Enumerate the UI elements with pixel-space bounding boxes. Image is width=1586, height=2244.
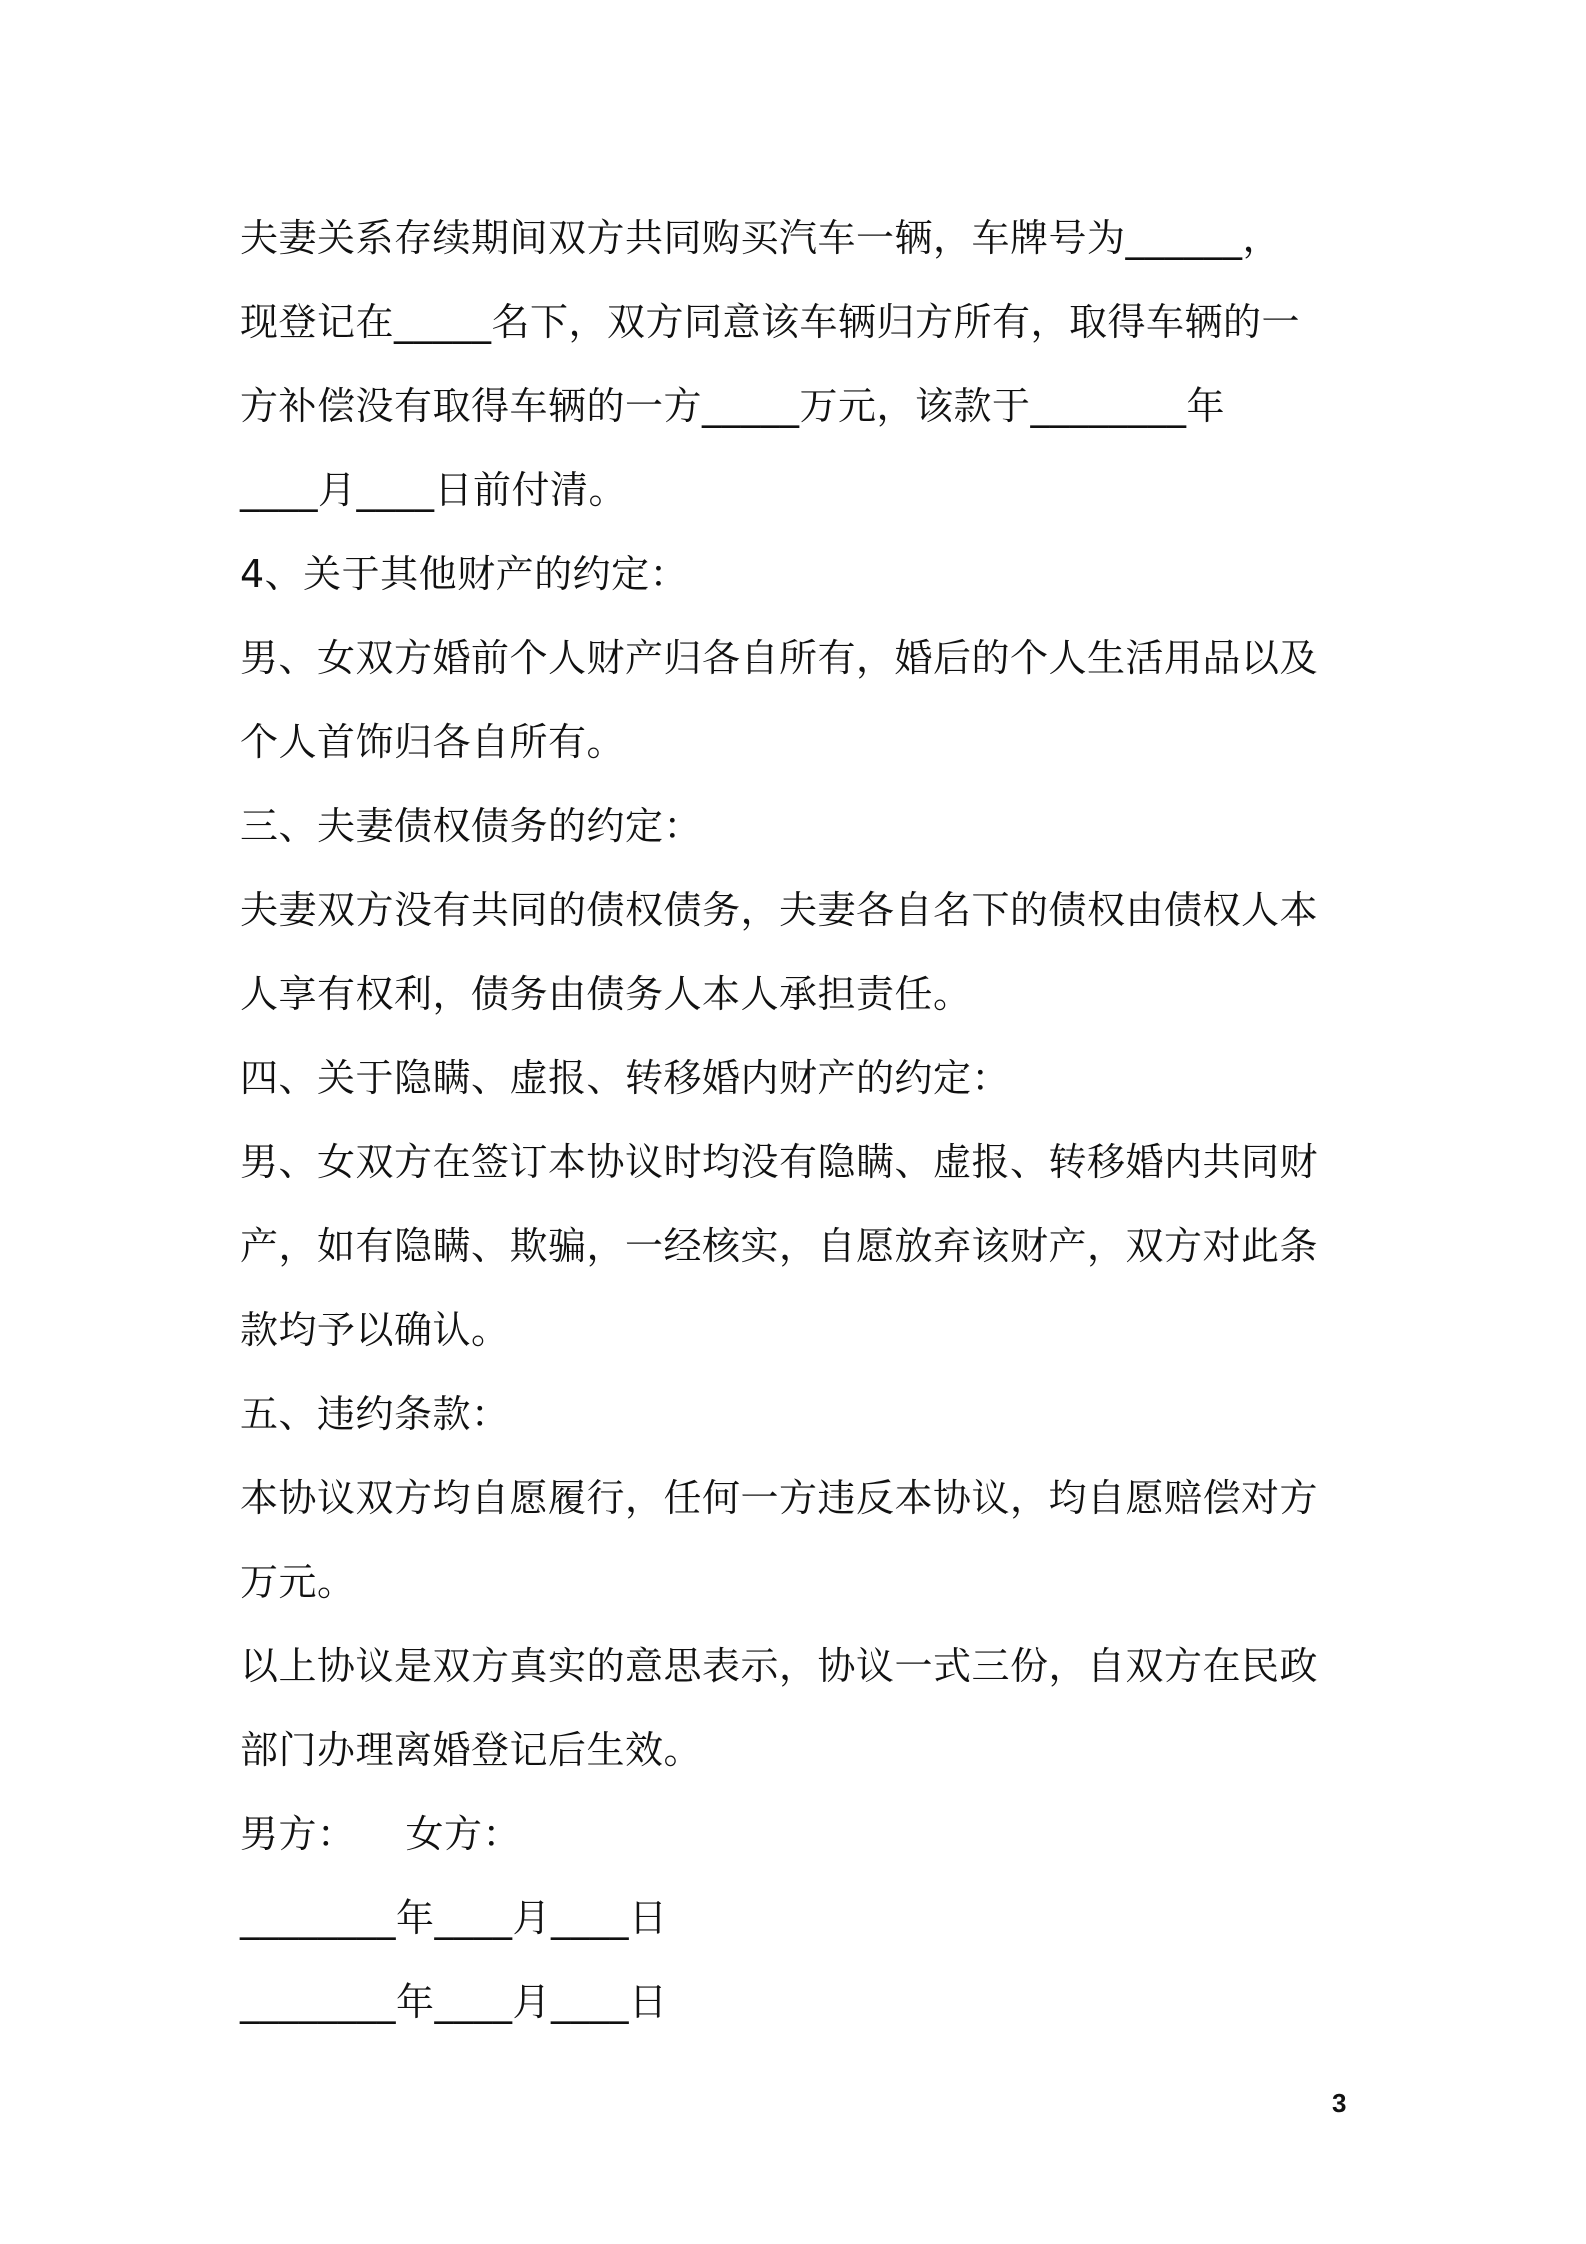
paragraph-line: 夫妻双方没有共同的债权债务，夫妻各自名下的债权由债权人本: [240, 888, 1319, 932]
male-signature-label: 男方：: [240, 1812, 356, 1856]
date-line: ________年____月____日: [240, 1896, 668, 1940]
date-line: ________年____月____日: [240, 1980, 668, 2024]
page-number: 3: [1332, 2088, 1347, 2118]
paragraph-line: 部门办理离婚登记后生效。: [240, 1728, 703, 1772]
paragraph-line: 个人首饰归各自所有。: [240, 720, 626, 764]
paragraph-line: 方补偿没有取得车辆的一方_____万元，该款于________年: [240, 384, 1226, 428]
document-body: [240, 196, 1355, 2044]
paragraph-line: 本协议双方均自愿履行，任何一方违反本协议，均自愿赔偿对方: [240, 1476, 1319, 1520]
paragraph-line: 现登记在_____名下，双方同意该车辆归方所有，取得车辆的一: [240, 300, 1301, 344]
signature-line: [240, 1792, 1355, 1876]
paragraph-line: 以上协议是双方真实的意思表示，协议一式三份，自双方在民政: [240, 1644, 1319, 1688]
section-heading: 四、关于隐瞒、虚报、转移婚内财产的约定：: [240, 1056, 1011, 1100]
female-signature-label: 女方：: [405, 1812, 522, 1856]
section-heading: 三、夫妻债权债务的约定：: [240, 804, 703, 848]
paragraph-line: 男、女双方婚前个人财产归各自所有，婚后的个人生活用品以及: [240, 636, 1319, 680]
paragraph-line: 款均予以确认。: [240, 1308, 510, 1352]
paragraph-line: 人享有权利，债务由债务人本人承担责任。: [240, 972, 972, 1016]
paragraph-line: 万元。: [240, 1560, 356, 1604]
paragraph-line: 夫妻关系存续期间双方共同购买汽车一辆，车牌号为______，: [240, 216, 1282, 260]
section-heading: 五、违约条款：: [240, 1392, 510, 1436]
paragraph-line: 男、女双方在签订本协议时均没有隐瞒、虚报、转移婚内共同财: [240, 1140, 1319, 1184]
paragraph-line: ____月____日前付清。: [240, 468, 628, 512]
paragraph-line: 产，如有隐瞒、欺骗，一经核实，自愿放弃该财产，双方对此条: [240, 1224, 1319, 1268]
section-heading: 4、关于其他财产的约定：: [240, 552, 689, 596]
